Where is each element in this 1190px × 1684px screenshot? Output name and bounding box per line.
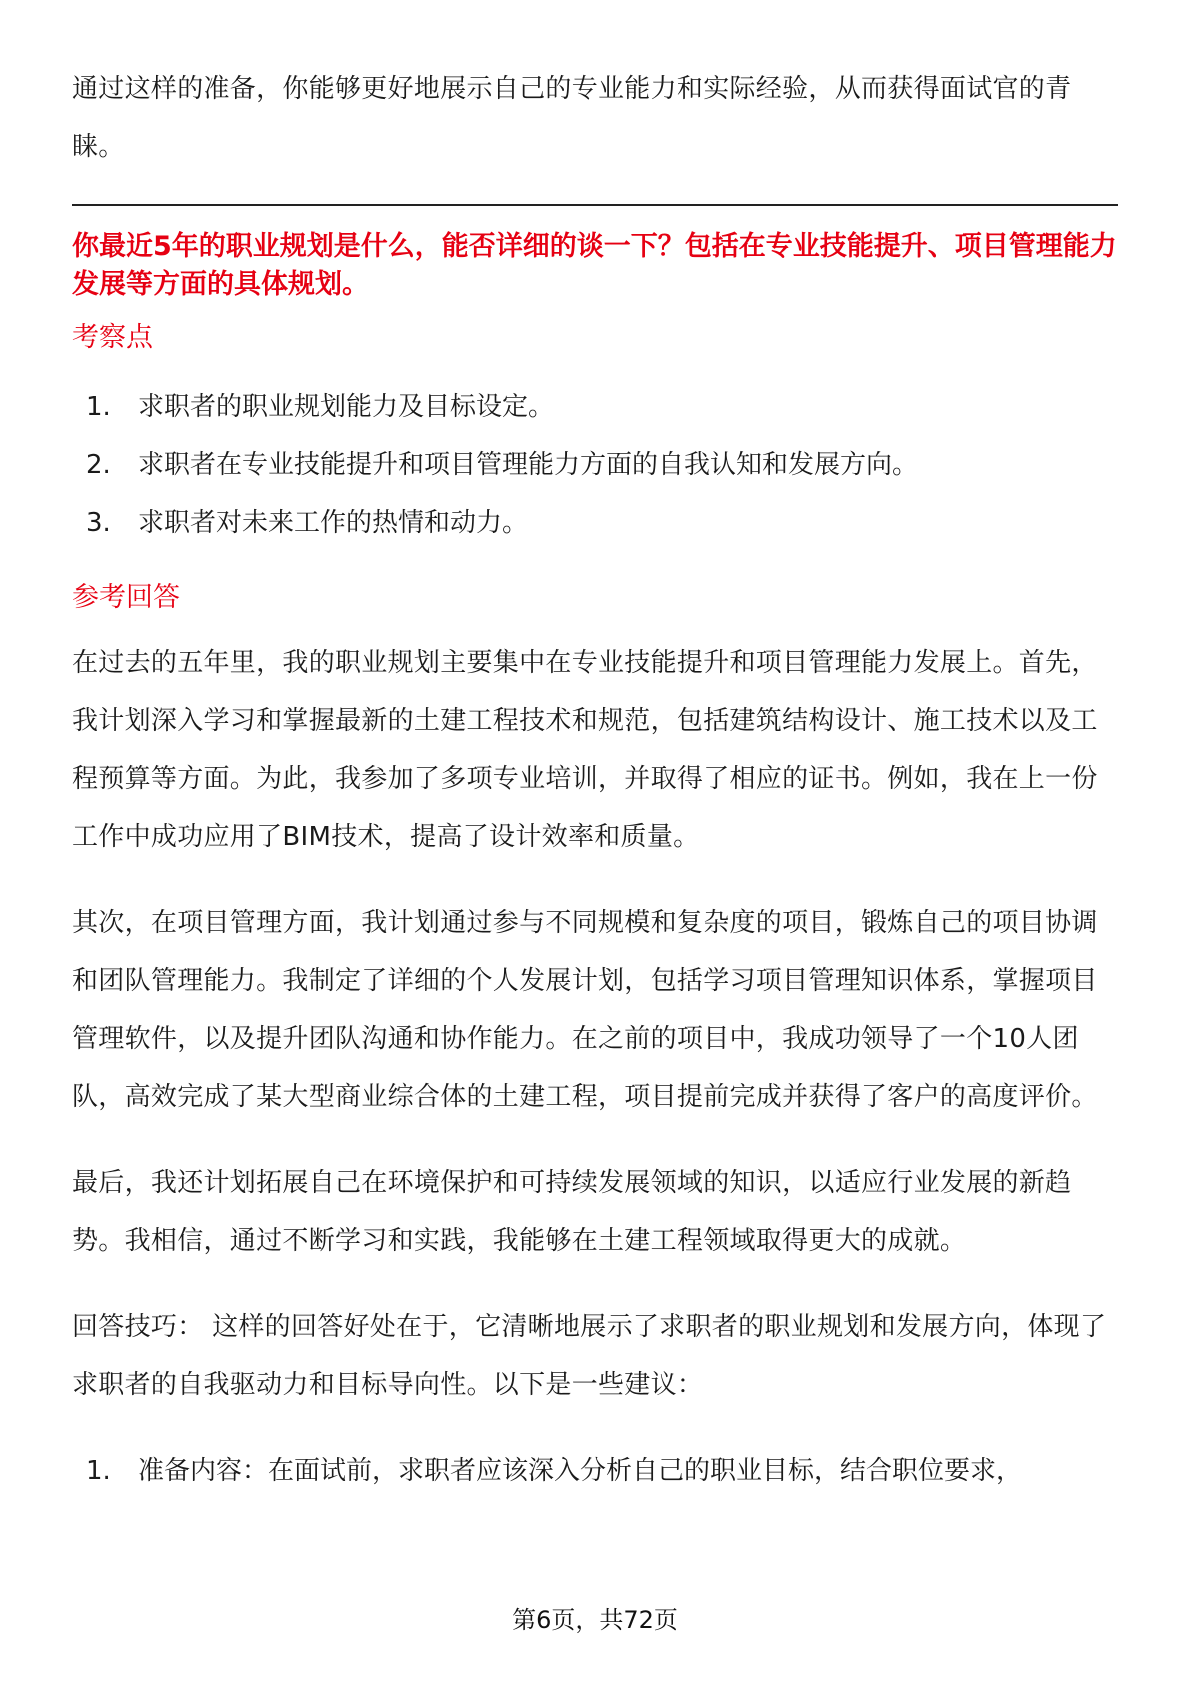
document-page (72, 60, 1118, 1500)
list-text: 求职者的职业规划能力及目标设定。 (138, 392, 555, 422)
tips-list (72, 1442, 1118, 1500)
list-number: 3. (86, 508, 111, 538)
list-item (72, 378, 1118, 436)
tips-paragraph: 回答技巧： 这样的回答好处在于，它清晰地展示了求职者的职业规划和发展方向，体现了求职者的自我驱动力和目标导向性。以下是一些建议： (72, 1312, 1107, 1400)
answer-heading: 参考回答 (72, 582, 180, 613)
list-number: 1. (86, 1456, 111, 1486)
intro-paragraph: 通过这样的准备，你能够更好地展示自己的专业能力和实际经验，从而获得面试官的青睐。 (72, 74, 1072, 162)
answer-paragraph-3: 最后，我还计划拓展自己在环境保护和可持续发展领域的知识，以适应行业发展的新趋势。我相信，通过不断学习和实践，我能够在土建工程领域取得更大的成就。 (72, 1168, 1072, 1256)
list-text: 求职者在专业技能提升和项目管理能力方面的自我认知和发展方向。 (138, 450, 919, 480)
list-number: 1. (86, 392, 111, 422)
list-text: 准备内容：在面试前，求职者应该深入分析自己的职业目标，结合职位要求， (138, 1456, 1023, 1486)
list-number: 2. (86, 450, 111, 480)
list-item (72, 494, 1118, 552)
list-text: 求职者对未来工作的热情和动力。 (138, 508, 529, 538)
assessment-heading: 考察点 (72, 322, 153, 353)
assessment-list (72, 378, 1118, 552)
list-item (72, 436, 1118, 494)
list-item (72, 1442, 1118, 1500)
section-divider (72, 204, 1118, 206)
answer-paragraph-1: 在过去的五年里，我的职业规划主要集中在专业技能提升和项目管理能力发展上。首先，我计划深入学习和掌握最新的土建工程技术和规范，包括建筑结构设计、施工技术以及工程预算等方面。为此，我参加了多项专业培训，并取得了相应的证书。例如，我在上一份工作中成功应用了BIM技术，提高了设计效率和质量。 (72, 648, 1098, 852)
question-title: 你最近5年的职业规划是什么，能否详细的谈一下？包括在专业技能提升、项目管理能力发展等方面的具体规划。 (72, 231, 1117, 300)
answer-paragraph-2: 其次，在项目管理方面，我计划通过参与不同规模和复杂度的项目，锻炼自己的项目协调和团队管理能力。我制定了详细的个人发展计划，包括学习项目管理知识体系，掌握项目管理软件，以及提升团队沟通和协作能力。在之前的项目中，我成功领导了一个10人团队，高效完成了某大型商业综合体的土建工程，项目提前完成并获得了客户的高度评价。 (72, 908, 1098, 1112)
page-footer: 第6页，共72页 (512, 1606, 678, 1634)
